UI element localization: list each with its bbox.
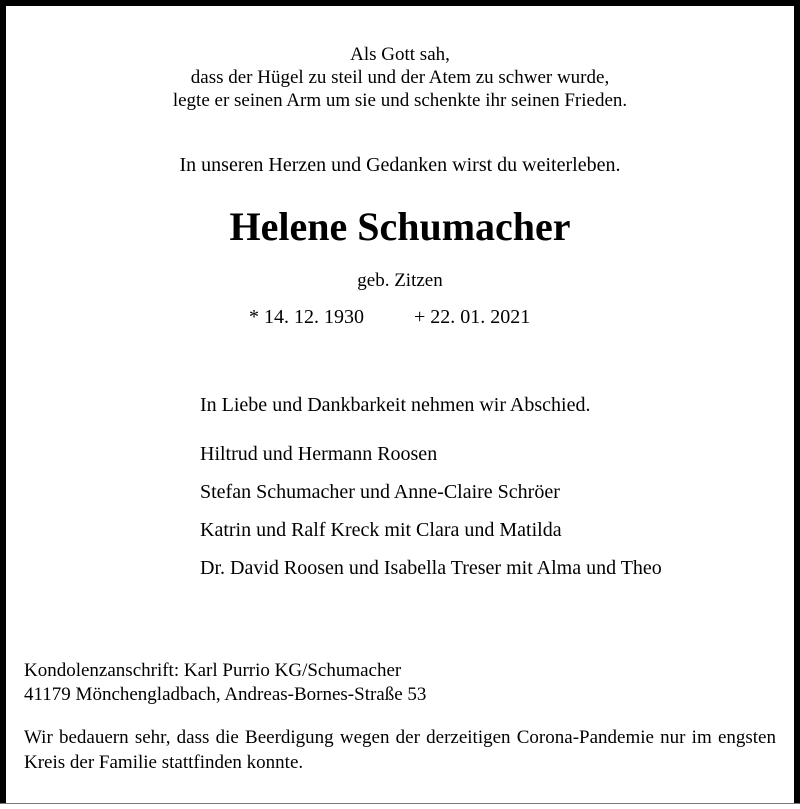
subtitle: In unseren Herzen und Gedanken wirst du weiterleben. bbox=[179, 154, 621, 176]
corona-notice: Wir bedauern sehr, dass die Beerdigung wegen der derzeitigen Corona-Pandemie nur im engsten Kreis der Familie stattfinden konnte. bbox=[24, 727, 776, 773]
farewell-text: In Liebe und Dankbarkeit nehmen wir Abschied. bbox=[200, 394, 591, 416]
family-member: Dr. David Roosen und Isabella Treser mit Alma und Theo bbox=[200, 557, 662, 579]
poem-line-2: dass der Hügel zu steil und der Atem zu schwer wurde, bbox=[190, 67, 610, 88]
poem-line-3: legte er seinen Arm um sie und schenkte ihr seinen Frieden. bbox=[172, 90, 628, 111]
poem-line-1: Als Gott sah, bbox=[350, 44, 450, 65]
maiden-name: geb. Zitzen bbox=[357, 270, 443, 291]
family-member: Stefan Schumacher und Anne-Claire Schröer bbox=[200, 481, 560, 503]
family-member: Katrin und Ralf Kreck mit Clara und Matilda bbox=[200, 519, 562, 541]
death-date: + 22. 01. 2021 bbox=[414, 306, 531, 328]
condolence-address-line-1: Kondolenzanschrift: Karl Purrio KG/Schumacher bbox=[24, 660, 402, 681]
family-member: Hiltrud und Hermann Roosen bbox=[200, 443, 438, 465]
bottom-divider bbox=[0, 803, 800, 804]
birth-date: * 14. 12. 1930 bbox=[249, 306, 364, 328]
condolence-address-line-2: 41179 Mönchengladbach, Andreas-Bornes-Straße 53 bbox=[24, 684, 427, 705]
deceased-name: Helene Schumacher bbox=[229, 204, 571, 249]
